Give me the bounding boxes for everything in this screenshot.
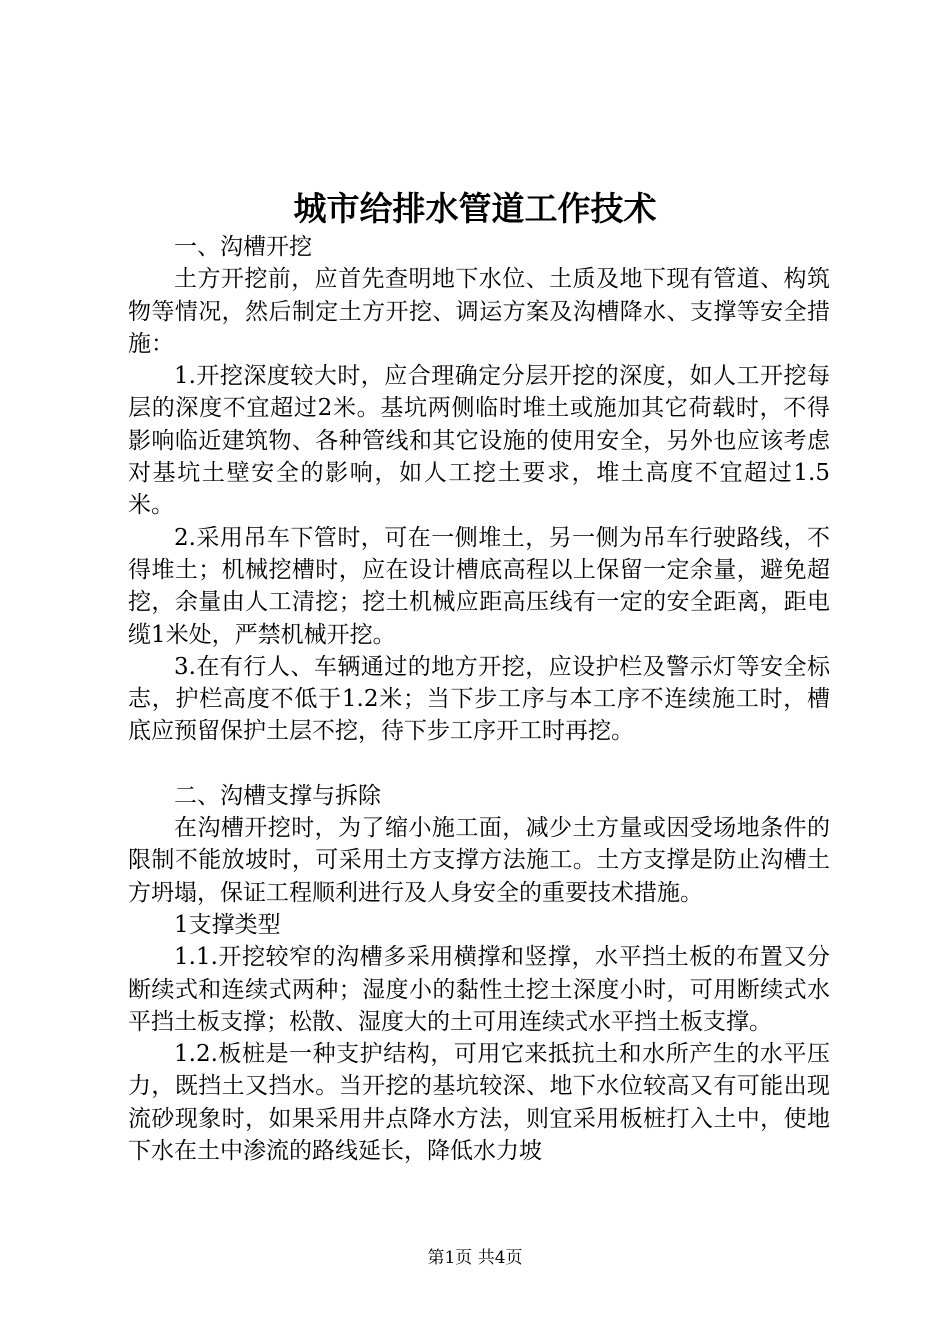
paragraph: 1.1.开挖较窄的沟槽多采用横撑和竖撑，水平挡土板的布置又分断续式和连续式两种；湿度小的黏性土挖土深度小时，可用断续式水平挡土板支撑；松散、湿度大的土可用连续式水平挡土板支撑。 (128, 944, 830, 1035)
paragraph: 1.2.板桩是一种支护结构，可用它来抵抗土和水所产生的水平压力，既挡土又挡水。当开挖的基坑较深、地下水位较高又有可能出现流砂现象时，如果采用井点降水方法，则宜采用板桩打入土中，使地下水在土中渗流的路线延长，降低水力坡 (128, 1041, 830, 1165)
section-heading: 二、沟槽支撑与拆除 (174, 782, 381, 809)
paragraph: 1.开挖深度较大时，应合理确定分层开挖的深度，如人工开挖每层的深度不宜超过2米。基坑两侧临时堆土或施加其它荷载时，不得影响临近建筑物、各种管线和其它设施的使用安全，另外也应该考虑对基坑土壁安全的影响，如人工挖土要求，堆土高度不宜超过1.5米。 (128, 363, 830, 519)
paragraph: 1支撑类型 (174, 911, 281, 938)
section-heading: 一、沟槽开挖 (174, 234, 312, 260)
paragraph: 2.采用吊车下管时，可在一侧堆土，另一侧为吊车行驶路线，不得堆土；机械挖槽时，应在设计槽底高程以上保留一定余量，避免超挖，余量由人工清挖；挖土机械应距高压线有一定的安全距离，距电缆1米处，严禁机械开挖。 (128, 524, 830, 648)
page-footer: 第1页 共4页 (427, 1248, 523, 1268)
paragraph: 3.在有行人、车辆通过的地方开挖，应设护栏及警示灯等安全标志，护栏高度不低于1.2米；当下步工序与本工序不连续施工时，槽底应预留保护土层不挖，待下步工序开工时再挖。 (128, 653, 830, 745)
paragraph: 土方开挖前，应首先查明地下水位、土质及地下现有管道、构筑物等情况，然后制定土方开挖、调运方案及沟槽降水、支撑等安全措施： (128, 266, 830, 357)
document-title: 城市给排水管道工作技术 (293, 189, 657, 228)
paragraph: 在沟槽开挖时，为了缩小施工面，减少土方量或因受场地条件的限制不能放坡时，可采用土方支撑方法施工。土方支撑是防止沟槽土方坍塌，保证工程顺利进行及人身安全的重要技术措施。 (128, 815, 830, 906)
document-body (128, 231, 830, 1167)
section-spacer (128, 748, 830, 780)
